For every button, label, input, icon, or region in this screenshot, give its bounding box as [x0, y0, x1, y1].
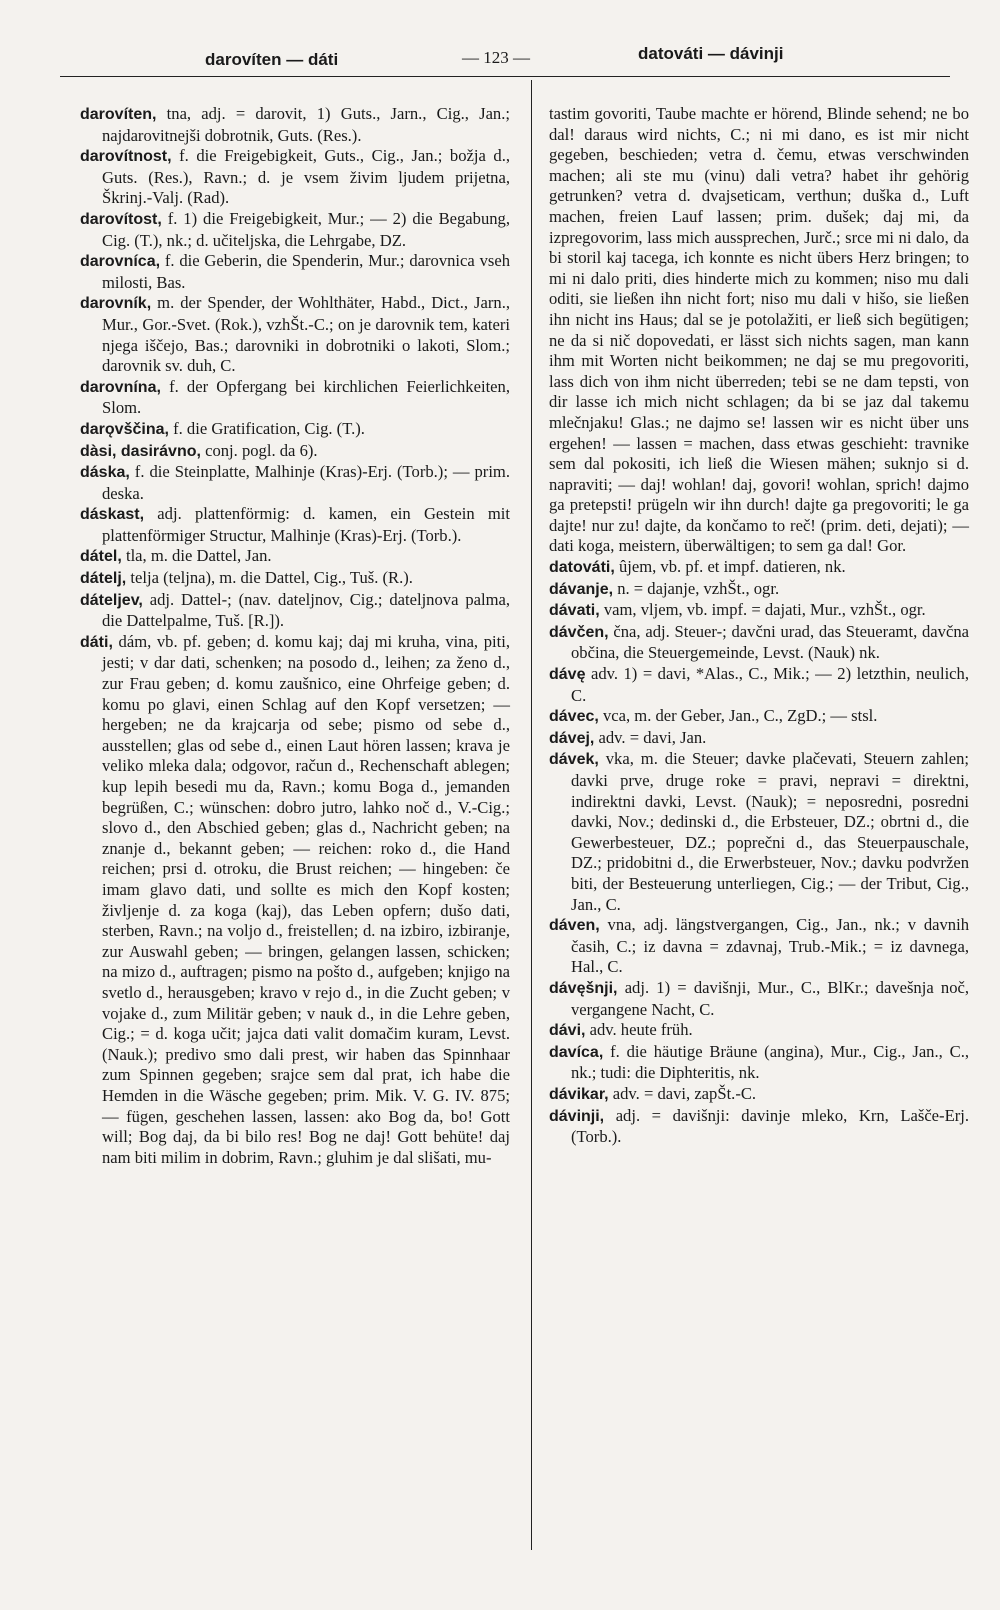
dictionary-entry [549, 1106, 969, 1148]
entry-definition: dám, vb. pf. geben; d. komu kaj; daj mi kruha, vina, piti, jesti; v dar dati, schenken; na posodo d., leihen; za ženo d., zur Frau geben; d. komu zaušnico, eine Ohrfeige geben; d. komu po glavi, einen Schlag auf den Kopf versetzen; — hergeben; ne da krajcarja od sebe; pismo od sebe d., ausstellen; glas od sebe d., einen Laut hören lassen; krava je veliko mleka dala; odgovor, račun d., Rechenschaft ablegen; kup lepih besedi mu da, Ravn.; komu Boga d., jemanden begrüßen, C.; wünschen: dobro jutro, lahko noč d., V.-Cig.; slovo d., den Abschied geben; glas d., Nachricht geben; na znanje d., bekannt geben; — reichen: roko d., die Hand reichen; prsi d. otroku, die Brust reichen; — hingeben: če imam glavo dati, und sollte es mich den Kopf kosten; življenje d. za koga (kaj), das Leben opfern; dušo dati, sterben, Ravn.; na voljo d., freistellen; d. na izbiro, izbiranje, zur Auswahl geben; — bringen, gelangen lassen, schicken; na mizo d., auftragen; pismo na pošto d., aufgeben; knjigo na svetlo d., herausgeben; kravo v rejo d., in die Zucht geben; v vojake d., zum Militär geben; v nauk d., in die Lehre geben, Cig.; = d. koga učit; jajca dati valit domačim kuram, Levst. (Nauk.); predivo smo dali prest, wir haben das Spinnhaar zum Spinnen gegeben; srajce sem dal prat, ich habe die Hemden in die Wäsche gegeben; prim. Mik. V. G. IV. 875; — fügen, geschehen lassen, lassen: ako Bog da, bo! Gott will; Bog daj, da bi bilo res! Bog ne daj! Gott behüte! daj nam biti milim in dobrim, Ravn.; gluhim je dal slišati, mu- [102, 631, 510, 1167]
entry-definition: f. die Freigebigkeit, Guts., Cig., Jan.; božja d., Guts. (Res.), Ravn.; d. je vsem živim ljudem prijetna, Škrinj.-Valj. (Rad). [102, 146, 511, 208]
dictionary-entry [80, 546, 510, 568]
entry-definition: adj. plattenförmig: d. kamen, ein Gestein mit plattenförmiger Structur, Malhinje (Kras)-Erj. (Torb.). [102, 504, 510, 545]
dictionary-entry [80, 590, 510, 632]
entry-headword: davíca, [549, 1043, 604, 1061]
entry-definition: adj. = davišnji: davinje mleko, Krn, Lašče-Erj. (Torb.). [571, 1105, 969, 1147]
dictionary-entry [80, 504, 510, 546]
entry-definition: vam, vljem, vb. impf. = dajati, Mur., vzhŠt., ogr. [603, 600, 926, 620]
entry-headword: dávec, [549, 708, 599, 726]
dictionary-entry [80, 632, 510, 1168]
dictionary-entry [549, 728, 969, 750]
entry-definition: conj. pogl. da 6). [205, 440, 318, 460]
entry-definition: vca, m. der Geber, Jan., C., ZgD.; — stsl. [602, 706, 878, 726]
dictionary-entry [549, 915, 969, 978]
entry-headword: darovítnost, [80, 148, 172, 166]
dictionary-entry [80, 293, 510, 376]
dictionary-entry [549, 749, 969, 915]
entry-definition: čna, adj. Steuer-; davčni urad, das Steueramt, davčna občina, die Steuergemeinde, Levst. (Nauk) nk. [571, 621, 969, 663]
dictionary-entry [80, 568, 510, 590]
entry-definition: m. der Spender, der Wohlthäter, Habd., Dict., Jarn., Mur., Gor.-Svet. (Rok.), vzhŠt.-C.; on je darovnik tem, kateri njega iščejo, Bas.; darovniki in dobrotniki o lakoti, Slom.; darovnik sv. duh, C. [102, 293, 511, 376]
entry-definition: tla, m. die Dattel, Jan. [125, 546, 272, 566]
dictionary-entry [549, 978, 969, 1020]
entry-headword: dátelj, [80, 570, 127, 588]
right-entries [549, 557, 969, 1148]
dictionary-entry [80, 462, 510, 504]
entry-headword: dávikar, [549, 1085, 609, 1103]
entry-definition: adv. heute früh. [589, 1020, 693, 1040]
entry-headword: darovník, [80, 295, 152, 313]
entry-headword: dàsi, dasirávno, [80, 442, 201, 460]
left-column [80, 104, 510, 1168]
entry-headword: dávej, [549, 729, 595, 747]
dictionary-entry [549, 1020, 969, 1042]
entry-headword: dávi, [549, 1022, 586, 1040]
entry-definition: vka, m. die Steuer; davke plačevati, Steuern zahlen; davki prve, druge roke = pravi, nepravi = direktni, indirektni davki, Levst. (Nauk); = neposredni, posredni davki, Nov.; dedinski d., die Erbsteuer, DZ.; obrtni d., die Gewerbesteuer, DZ.; poprečni d., das Steuerpauschale, DZ.; pridobitni d., die Erwerbsteuer, Nov.; davku podvržen biti, der Besteuerung unterliegen, Cig.; — der Tribut, Cig., Jan., C. [571, 749, 969, 914]
header-left-range: darovíten — dáti [205, 50, 339, 69]
entry-headword: dávę [549, 666, 586, 684]
entry-headword: dávinji, [549, 1107, 605, 1125]
entry-headword: dátel, [80, 548, 122, 566]
entry-headword: dávčen, [549, 623, 609, 641]
entry-definition: f. die Geberin, die Spenderin, Mur.; darovnica vseh milosti, Bas. [102, 251, 510, 292]
entry-definition: f. die Steinplatte, Malhinje (Kras)-Erj. (Torb.); — prim. deska. [102, 462, 510, 503]
entry-headword: dáska, [80, 464, 130, 482]
dictionary-entry [80, 441, 510, 463]
dictionary-entry [80, 209, 510, 251]
dictionary-entry [549, 664, 969, 706]
entry-definition: adj. Dattel-; (nav. dateljnov, Cig.; dateljnova palma, die Dattelpalme, Tuš. [R.]). [102, 589, 511, 631]
right-column [549, 104, 969, 1148]
entry-definition: f. 1) die Freigebigkeit, Mur.; — 2) die Begabung, Cig. (T.), nk.; d. učiteljska, die Lehrgabe, DZ. [102, 208, 510, 250]
entry-definition: f. die Gratification, Cig. (T.). [173, 418, 365, 438]
entry-headword: dáskast, [80, 506, 145, 524]
dictionary-entry [549, 1042, 969, 1084]
dictionary-entry [549, 622, 969, 664]
dictionary-entry [549, 557, 969, 579]
entry-headword: dáti, [80, 633, 113, 651]
dictionary-entry [80, 419, 510, 441]
dictionary-entry [80, 377, 510, 419]
page-number: — 123 — [462, 48, 530, 67]
entry-definition: telja (teljna), m. die Dattel, Cig., Tuš. (R.). [130, 568, 413, 588]
entry-definition: tna, adj. = darovit, 1) Guts., Jarn., Cig., Jan.; najdarovitnejši dobrotnik, Guts. (Res.). [102, 104, 510, 145]
entry-definition: vna, adj. längstvergangen, Cig., Jan., nk.; v davnih časih, C.; iz davna = zdavnaj, Trub.-Mik.; = iz davnega, Hal., C. [571, 915, 969, 977]
header-right-range: datováti — dávinji [638, 44, 784, 63]
entry-definition: adv. = davi, zapŠt.-C. [612, 1083, 757, 1103]
header-rule [60, 76, 950, 77]
running-header [0, 0, 1000, 78]
entry-headword: darovnína, [80, 378, 161, 396]
dictionary-entry [549, 1084, 969, 1106]
entry-headword: darovítost, [80, 210, 162, 228]
dictionary-entry [80, 251, 510, 293]
entry-definition: f. die häutige Bräune (angina), Mur., Cig., Jan., C., nk.; tudi: die Diphteritis, nk. [571, 1041, 969, 1083]
entry-headword: dáven, [549, 917, 600, 935]
dictionary-entry [549, 600, 969, 622]
entry-headword: dávati, [549, 602, 600, 620]
entry-headword: darovníca, [80, 253, 161, 271]
entry-headword: datováti, [549, 559, 615, 577]
entry-headword: dávanje, [549, 580, 614, 598]
entry-definition: adv. 1) = davi, *Alas., C., Mik.; — 2) letzthin, neulich, C. [571, 664, 969, 705]
entry-headword: dáteljev, [80, 591, 143, 609]
entry-headword: darǫvščina, [80, 420, 169, 438]
entry-headword: dávęšnji, [549, 979, 618, 997]
entry-headword: darovíten, [80, 106, 157, 123]
dictionary-entry [80, 146, 510, 209]
dictionary-entry [549, 579, 969, 601]
dictionary-entry [80, 104, 510, 146]
entry-definition: n. = dajanje, vzhŠt., ogr. [617, 578, 780, 598]
continued-entry-text: tastim govoriti, Taube machte er hörend, Blinde sehend; ne bo dal! daraus wird nichts, C.; ni mi dano, es ist mir nicht gegeben, beschieden; vetra d. čemu, etwas verschwinden machen; ali ste mu (vinu) dali vetra? habet ihr gehörig getrunken? vetra d. dvajseticam, verthun; duška d., Luft machen, freien Lauf lassen; prim. dušek; daj mi, da izpregovorim, lass mich aussprechen, Jurč.; srce mi ni dalo, da bi storil kaj tacega, ich konnte es nicht übers Herz bringen; to mi ni dalo priti, dies hinderte mich zu kommen; niso mu dali oditi, sie ließen ihn nicht fort; niso mu dali v hišo, sie ließen ihn nicht ins Haus; dal se je potolažiti, er ließ sich begütigen; ne da si nič dopovedati, er lässt sich nichts sagen, man kann ihm mit Worten nicht beikommen; ne daj se mu pregovoriti, lass dich von ihm nicht überreden; tebi se ne dam tepsti, von dir lasse ich mich nicht schlagen; da bi se jaz dal takemu mlečnjaku! Glas.; ne dajmo se! lassen wir es nicht über uns ergehen! — lassen = machen, dass etwas geschieht: travnike sem dal pokositi, ich ließ die Wiesen mähen; suknjo si d. napraviti; — daj! wohlan! daj, govori! wohlan, sprich! dajmo ga pretepsti! prügeln wir ihn durch! dajte ga pregovoriti; le ga dajte! nur zu! dajte, da končamo to reč! (prim. deti, dejati); — dati koga, meistern, überwältigen; to sem ga dal! Gor. [549, 104, 969, 556]
entry-definition: ûjem, vb. pf. et impf. datieren, nk. [618, 557, 846, 577]
column-divider [531, 80, 532, 1550]
entry-definition: adj. 1) = davišnji, Mur., C., BlKr.; davešnja noč, vergangene Nacht, C. [571, 977, 970, 1019]
dictionary-entry [549, 706, 969, 728]
entry-definition: f. der Opfergang bei kirchlichen Feierlichkeiten, Slom. [102, 376, 510, 418]
entry-definition: adv. = davi, Jan. [598, 727, 707, 747]
entry-headword: dávek, [549, 751, 599, 769]
